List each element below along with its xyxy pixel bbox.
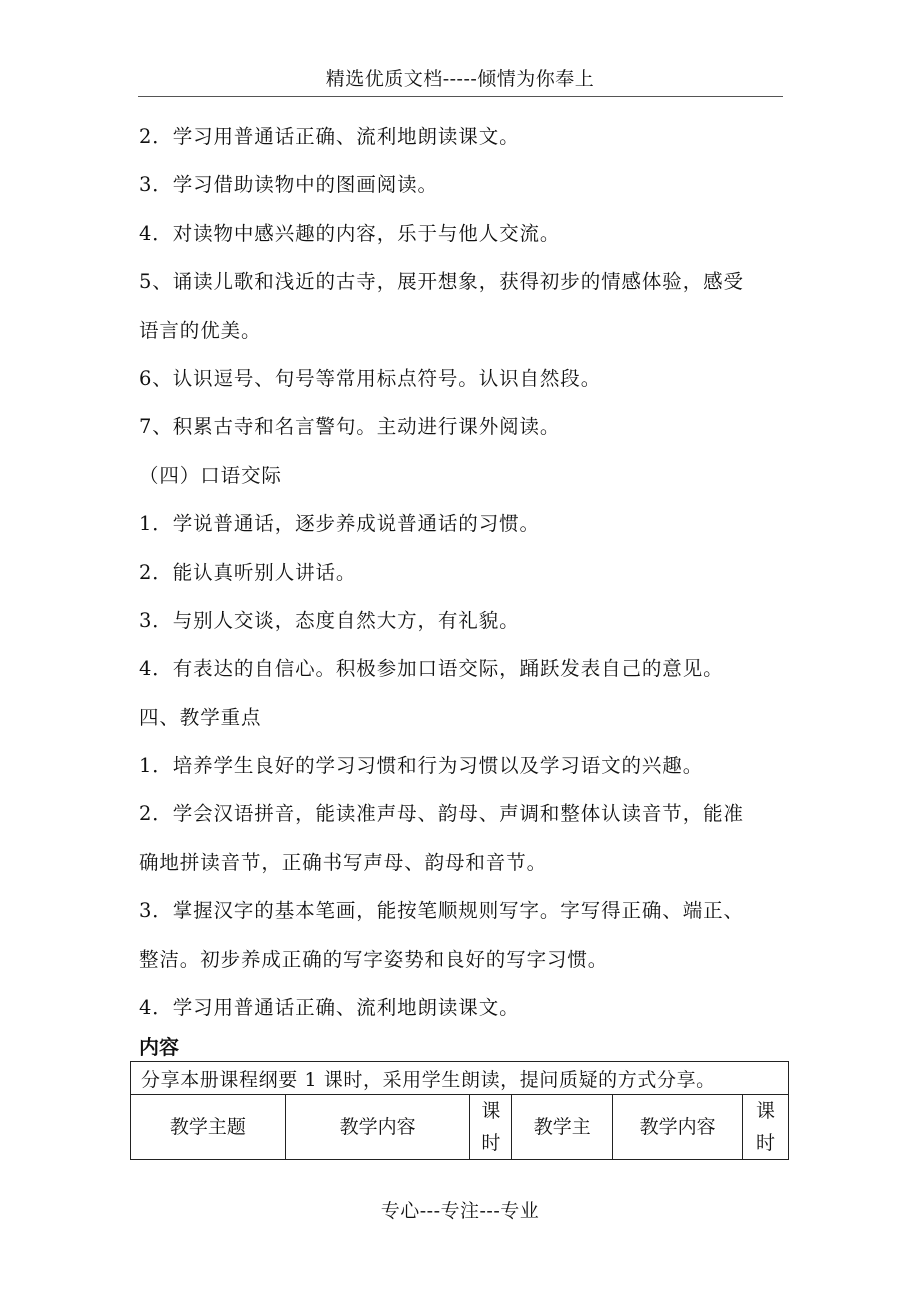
body-line: 语言的优美。 — [139, 318, 262, 342]
header-divider — [138, 96, 783, 97]
content-section-label: 内容 — [139, 1035, 179, 1059]
body-line: 2．学会汉语拼音，能读准声母、韵母、声调和整体认读音节，能准 — [139, 802, 744, 826]
table-intro-cell: 分享本册课程纲要 1 课时，采用学生朗读，提问质疑的方式分享。 — [131, 1062, 789, 1095]
body-line: 6、认识逗号、句号等常用标点符号。认识自然段。 — [139, 366, 602, 390]
body-line: 7、积累古寺和名言警句。主动进行课外阅读。 — [139, 415, 561, 439]
body-line: 2．能认真听别人讲话。 — [139, 560, 357, 584]
body-line: 2．学习用普通话正确、流利地朗读课文。 — [139, 125, 520, 148]
body-line: 4．学习用普通话正确、流利地朗读课文。 — [139, 996, 520, 1020]
page-footer: 专心---专注---专业 — [380, 1200, 540, 1222]
table-header-cell: 课 时 — [743, 1095, 789, 1160]
body-line: 3．掌握汉字的基本笔画，能按笔顺规则写字。字写得正确、端正、 — [139, 899, 744, 923]
body-line: 3．学习借助读物中的图画阅读。 — [139, 173, 438, 197]
table-header-cell: 教学主 — [512, 1095, 613, 1160]
table-header-row — [131, 1095, 789, 1160]
table-header-cell: 教学内容 — [285, 1095, 470, 1160]
body-line: 4．有表达的自信心。积极参加口语交际，踊跃发表自己的意见。 — [139, 657, 724, 681]
table-header-cell: 教学主题 — [131, 1095, 286, 1160]
table-header-cell: 课 时 — [470, 1095, 512, 1160]
body-line: 4．对读物中感兴趣的内容，乐于与他人交流。 — [139, 221, 561, 245]
table-header-cell: 教学内容 — [613, 1095, 743, 1160]
section-heading: （四）口语交际 — [139, 463, 282, 487]
section-heading: 四、教学重点 — [139, 705, 262, 729]
body-line: 确地拼读音节，正确书写声母、韵母和音节。 — [139, 850, 548, 874]
body-line: 3．与别人交谈，态度自然大方，有礼貌。 — [139, 608, 520, 632]
table-intro-row — [131, 1062, 789, 1095]
document-body — [139, 113, 789, 1032]
body-line: 5、诵读儿歌和浅近的古寺，展开想象，获得初步的情感体验，感受 — [139, 270, 744, 294]
body-line: 1．学说普通话，逐步养成说普通话的习惯。 — [139, 512, 540, 536]
course-table — [130, 1061, 789, 1160]
page-header: 精选优质文档-----倾情为你奉上 — [325, 68, 595, 90]
body-line: 整洁。初步养成正确的写字姿势和良好的写字习惯。 — [139, 947, 609, 971]
body-line: 1．培养学生良好的学习习惯和行为习惯以及学习语文的兴趣。 — [139, 754, 704, 778]
